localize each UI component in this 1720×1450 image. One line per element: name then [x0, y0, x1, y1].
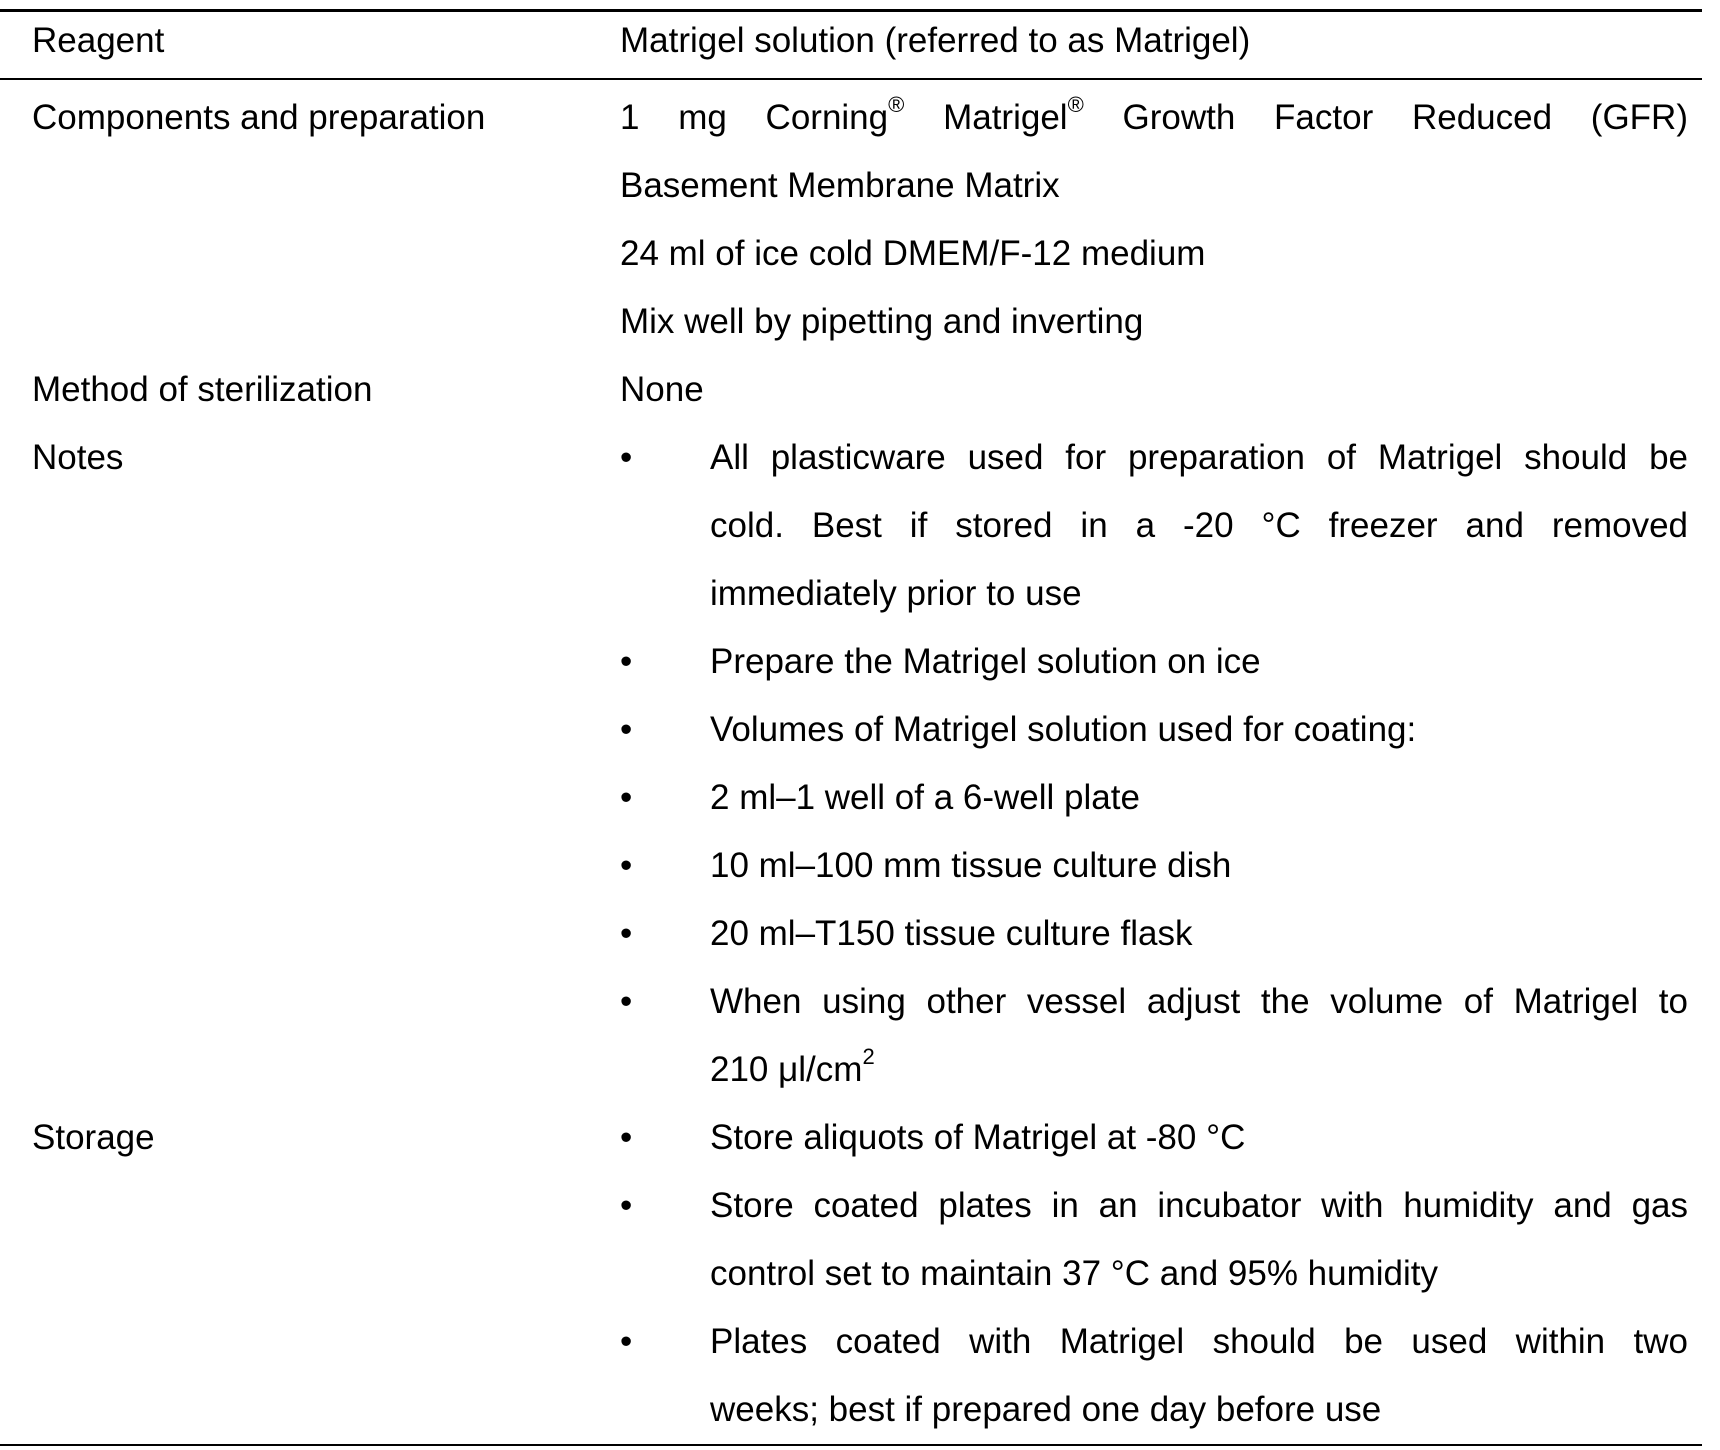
components-line-1: 1 mg Corning® Matrigel® Growth Factor Reduced (GFR): [620, 92, 1688, 137]
components-row: [0, 84, 1702, 356]
notes-label: Notes: [32, 438, 124, 477]
bullet-icon: •: [620, 642, 633, 681]
bullet-icon: •: [620, 846, 633, 885]
components-label: Components and preparation: [32, 98, 486, 137]
bullet-icon: •: [620, 914, 633, 953]
bullet-icon: •: [620, 438, 633, 477]
reagent-table: [0, 9, 1702, 1446]
components-line-4: Mix well by pipetting and inverting: [620, 302, 1144, 341]
list-item: • Plates coated with Matrigel should be used within two weeks; best if prepared one day before use: [620, 1308, 1688, 1444]
list-item: • All plasticware used for preparation of Matrigel should be cold. Best if stored in a -20 °C freezer and removed immediately prior to use: [620, 424, 1688, 628]
header-value: Matrigel solution (referred to as Matrigel): [620, 21, 1251, 60]
components-line-3: 24 ml of ice cold DMEM/F-12 medium: [620, 234, 1206, 273]
storage-list: [620, 1104, 1688, 1444]
bullet-icon: •: [620, 1322, 633, 1361]
list-item: • When using other vessel adjust the volume of Matrigel to 210 $\mu l/cm^2$: [620, 968, 1688, 1104]
bullet-icon: •: [620, 1186, 633, 1225]
list-item: • 2 ml–1 well of a 6-well plate: [620, 764, 1688, 832]
list-item: • Store coated plates in an incubator with humidity and gas control set to maintain 37 °C and 95% humidity: [620, 1172, 1688, 1308]
components-value: [620, 84, 1688, 356]
sterilization-label: Method of sterilization: [32, 370, 373, 409]
sterilization-value: None: [620, 370, 704, 409]
components-line-2: Basement Membrane Matrix: [620, 166, 1060, 205]
storage-row: [0, 1104, 1702, 1444]
list-item: • 10 ml–100 mm tissue culture dish: [620, 832, 1688, 900]
table-header-row: [0, 12, 1702, 80]
bullet-icon: •: [620, 1118, 633, 1157]
list-item: • Prepare the Matrigel solution on ice: [620, 628, 1688, 696]
bullet-icon: •: [620, 982, 633, 1021]
registered-mark: ®: [1067, 92, 1084, 118]
bullet-icon: •: [620, 778, 633, 817]
header-label: Reagent: [32, 21, 165, 60]
registered-mark: ®: [888, 92, 905, 118]
list-item: • 20 ml–T150 tissue culture flask: [620, 900, 1688, 968]
list-item: • Volumes of Matrigel solution used for coating:: [620, 696, 1688, 764]
notes-list: [620, 424, 1688, 1104]
list-item: • Store aliquots of Matrigel at -80 °C: [620, 1104, 1688, 1172]
sterilization-row: [0, 356, 1702, 424]
bullet-icon: •: [620, 710, 633, 749]
superscript-2: 2: [862, 1044, 875, 1070]
notes-row: [0, 424, 1702, 1104]
storage-label: Storage: [32, 1118, 155, 1157]
